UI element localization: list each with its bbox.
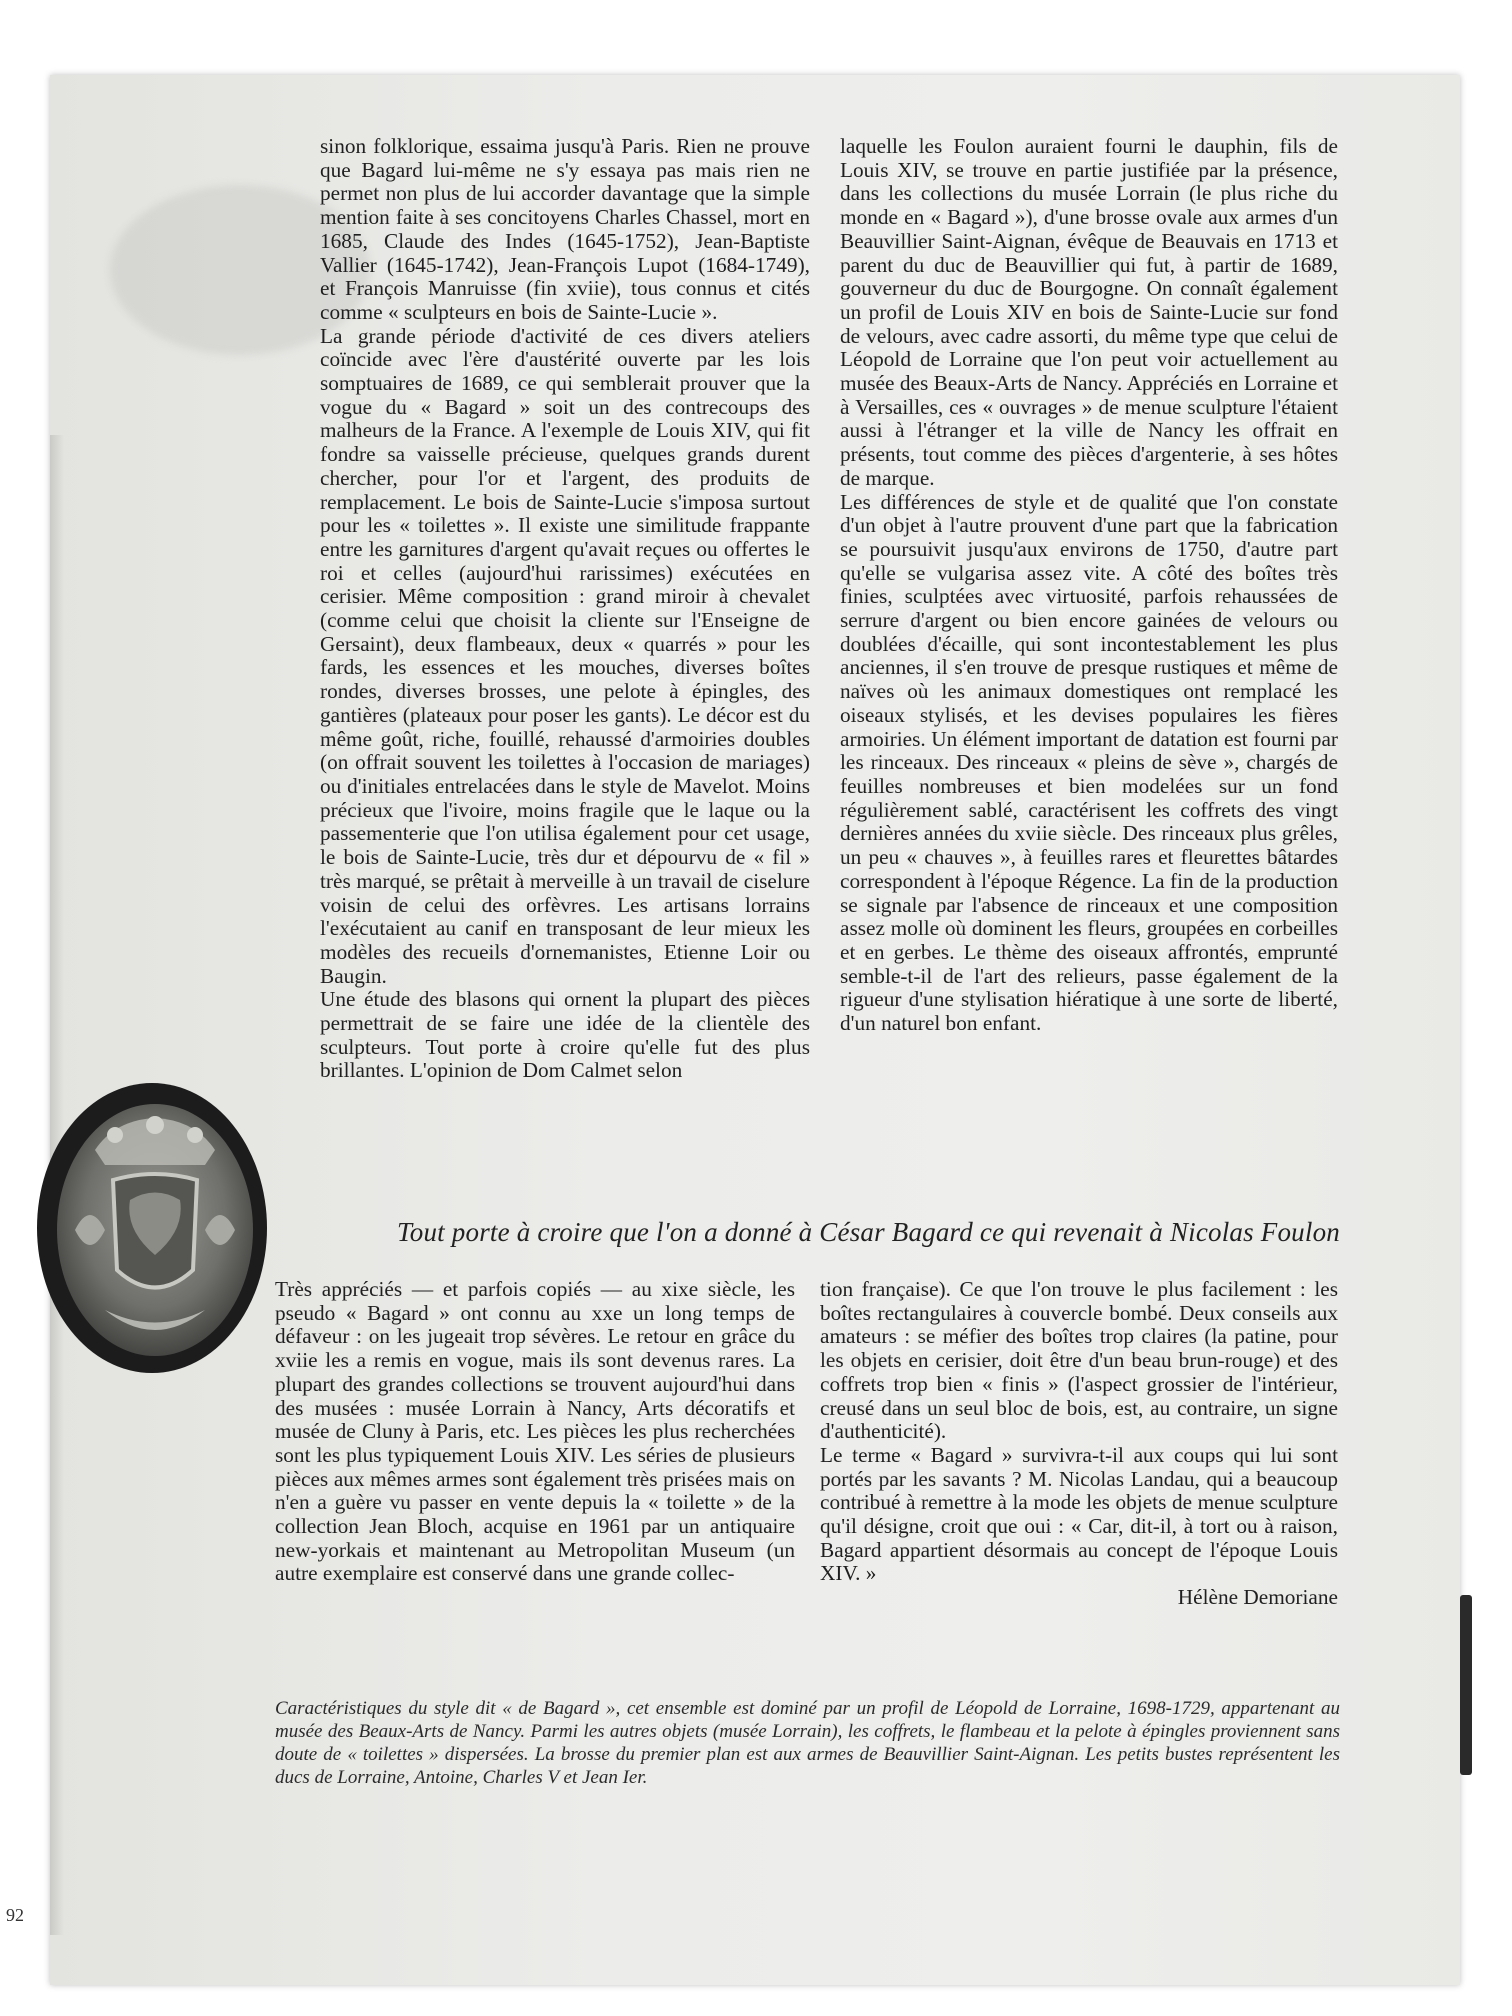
page-number: 92 (6, 1905, 24, 1925)
paragraph: Très appréciés — et parfois copiés — au xixe siècle, les pseudo « Bagard » ont connu au xxe un long temps de défaveur : on les jugeait trop sévères. Le retour en grâce du xviie les a remis en vogue, mais ils sont devenus rares. La plupart des grandes collections se trouvent aujourd'hui dans des musées : musée Lorrain à Nancy, Arts décoratifs et musée de Cluny à Paris, etc. Les pièces les plus recherchées sont les plus typiquement Louis XIV. Les séries de plusieurs pièces aux mêmes armes sont également très prisées mais on n'en a guère vu passer en vente depuis la « toilette » de la collection Jean Bloch, acquise en 1961 par un antiquaire new-yorkais et maintenant au Metropolitan Museum (un autre exemplaire est conservé dans une grande collec- (275, 1277, 795, 1586)
paragraph: La grande période d'activité de ces divers ateliers coïncide avec l'ère d'austérité ouverte par les lois somptuaires de 1689, ce qui semblerait prouver que la vogue du « Bagard » soit un des contrecoups des malheurs de la France. A l'exemple de Louis XIV, qui fit fondre sa vaisselle précieuse, quelques grands durent chercher, pour l'or et l'argent, des produits de remplacement. Le bois de Sainte-Lucie s'imposa surtout pour les « toilettes ». Il existe une similitude frappante entre les garnitures d'argent qu'avait reçues ou offertes le roi et celles (aujourd'hui rarissimes) exécutées en cerisier. Même composition : grand miroir à chevalet (comme celui que choisit la cliente sur l'Enseigne de Gersaint), deux flambeaux, deux « quarrés » pour les fards, les essences et les mouches, diverses boîtes rondes, diverses brosses, une pelote à épingles, des gantières (plateaux pour poser les gants). Le décor est du même goût, riche, fouillé, rehaussé d'armoiries doubles (on offrait souvent les toilettes à l'occasion de mariages) ou d'initiales entrelacées dans le style de Mavelot. Moins précieux que l'ivoire, moins fragile que le laque ou la passementerie que l'on utilisa également pour cet usage, le bois de Sainte-Lucie, très dur et dépourvu de « fil » très marqué, se prêtait à merveille à un travail de ciselure voisin de celui des orfèvres. Les artisans lorrains l'exécutaient au canif en transposant de leur mieux les modèles des recueils d'ornemanistes, Etienne Loir ou Baugin. (320, 323, 810, 988)
author-signature: Hélène Demoriane (1177, 1585, 1338, 1610)
paragraph: Une étude des blasons qui ornent la plupart des pièces permettrait de se faire une idée de la clientèle des sculpteurs. Tout porte à croire qu'elle fut des plus brillantes. L'opinion de Dom Calmet selon (320, 987, 810, 1083)
article-column-bottom-right (820, 1278, 1338, 1683)
article-column-bottom-left (275, 1278, 795, 1663)
pull-quote-heading: Tout porte à croire que l'on a donné à César Bagard ce qui revenait à Nicolas Foulon (397, 1217, 1340, 1247)
photo-caption: Caractéristiques du style dit « de Bagard », cet ensemble est dominé par un profil de Léopold de Lorraine, 1698-1729, appartenant au musée des Beaux-Arts de Nancy. Parmi les autres objets (musée Lorrain), les coffrets, le flambeau et la pelote à épingles proviennent sans doute de « toilettes » dispersées. La brosse du premier plan est aux armes de Beauvillier Saint-Aignan. Les petits bustes représentent les ducs de Lorraine, Antoine, Charles V et Jean Ier. (275, 1698, 1340, 1788)
carved-medallion-image (35, 1080, 270, 1375)
article-column-top-right (840, 135, 1338, 1255)
paragraph: Le terme « Bagard » survivra-t-il aux coups qui lui sont portés par les savants ? M. Nicolas Landau, qui a beaucoup contribué à remettre à la mode les objets de menue sculpture qu'il désigne, croit que oui : « Car, dit-il, à tort ou à raison, Bagard appartient désormais au concept de l'époque Louis XIV. » (820, 1442, 1338, 1586)
paragraph: Les différences de style et de qualité que l'on constate d'un objet à l'autre prouvent d'une part que la fabrication se poursuivit jusqu'aux environs de 1750, d'autre part qu'elle se vulgarisa assez vite. A côté des boîtes très finies, sculptées avec virtuosité, parfois rehaussées de serrure d'argent ou bien encore gainées de velours ou doublées d'écaille, qui sont incontestablement les plus anciennes, il s'en trouve de presque rustiques et même de naïves où les animaux domestiques ont remplacé les oiseaux stylisés, et les devises populaires les fières armoiries. Un élément important de datation est fourni par les rinceaux. Des rinceaux « pleins de sève », chargés de feuilles nombreuses et bien modelées sur un fond régulièrement sablé, caractérisent les coffrets des vingt dernières années du xviie siècle. Des rinceaux plus grêles, un peu « chauves », à feuilles rares et fleurettes bâtardes correspondent à l'époque Régence. La fin de la production se signale par l'absence de rinceaux et une composition assez molle où dominent les fleurs, groupées en corbeilles et en gerbes. Le thème des oiseaux affrontés, emprunté semble-t-il de l'art des relieurs, passe également de la rigueur d'une stylisation hiératique à une sorte de liberté, d'un naturel bon enfant. (840, 489, 1338, 1036)
binding-mark (1460, 1595, 1472, 1775)
paragraph: tion française). Ce que l'on trouve le plus facilement : les boîtes rectangulaires à couvercle bombé. Deux conseils aux amateurs : se méfier des boîtes trop claires (la patine, pour les objets en cerisier, doit être d'un beau brun-rouge) et des coffrets trop bien « finis » (l'aspect grossier de l'intérieur, creusé dans un seul bloc de bois, est, au contraire, un signe d'authenticité). (820, 1277, 1338, 1444)
paragraph: sinon folklorique, essaima jusqu'à Paris. Rien ne prouve que Bagard lui-même ne s'y essaya pas mais rien ne permet non plus de lui accorder davantage que la simple mention faite à ses concitoyens Charles Chassel, mort en 1685, Claude des Indes (1645-1752), Jean-Baptiste Vallier (1645-1742), Jean-François Lupot (1684-1749), et François Manruisse (fin xviie), tous connus et cités comme « sculpteurs en bois de Sainte-Lucie ». (320, 134, 810, 324)
article-column-top-left (320, 135, 810, 1255)
magazine-page (6, 75, 1460, 1985)
paragraph: laquelle les Foulon auraient fourni le dauphin, fils de Louis XIV, se trouve en partie justifiée par la présence, dans les collections du musée Lorrain (le plus riche du monde en « Bagard »), d'une brosse ovale aux armes d'un Beauvillier Saint-Aignan, évêque de Beauvais en 1713 et parent du duc de Beauvillier qui fut, à partir de 1689, gouverneur du duc de Bourgogne. On connaît également un profil de Louis XIV en bois de Sainte-Lucie sur fond de velours, avec cadre assorti, du même type que celui de Léopold de Lorraine que l'on peut voir actuellement au musée des Beaux-Arts de Nancy. Appréciés en Lorraine et à Versailles, ces « ouvrages » de menue sculpture l'étaient aussi à l'étranger et la ville de Nancy les offrait en présents, tout comme des pièces d'argenterie, à ses hôtes de marque. (840, 134, 1338, 490)
